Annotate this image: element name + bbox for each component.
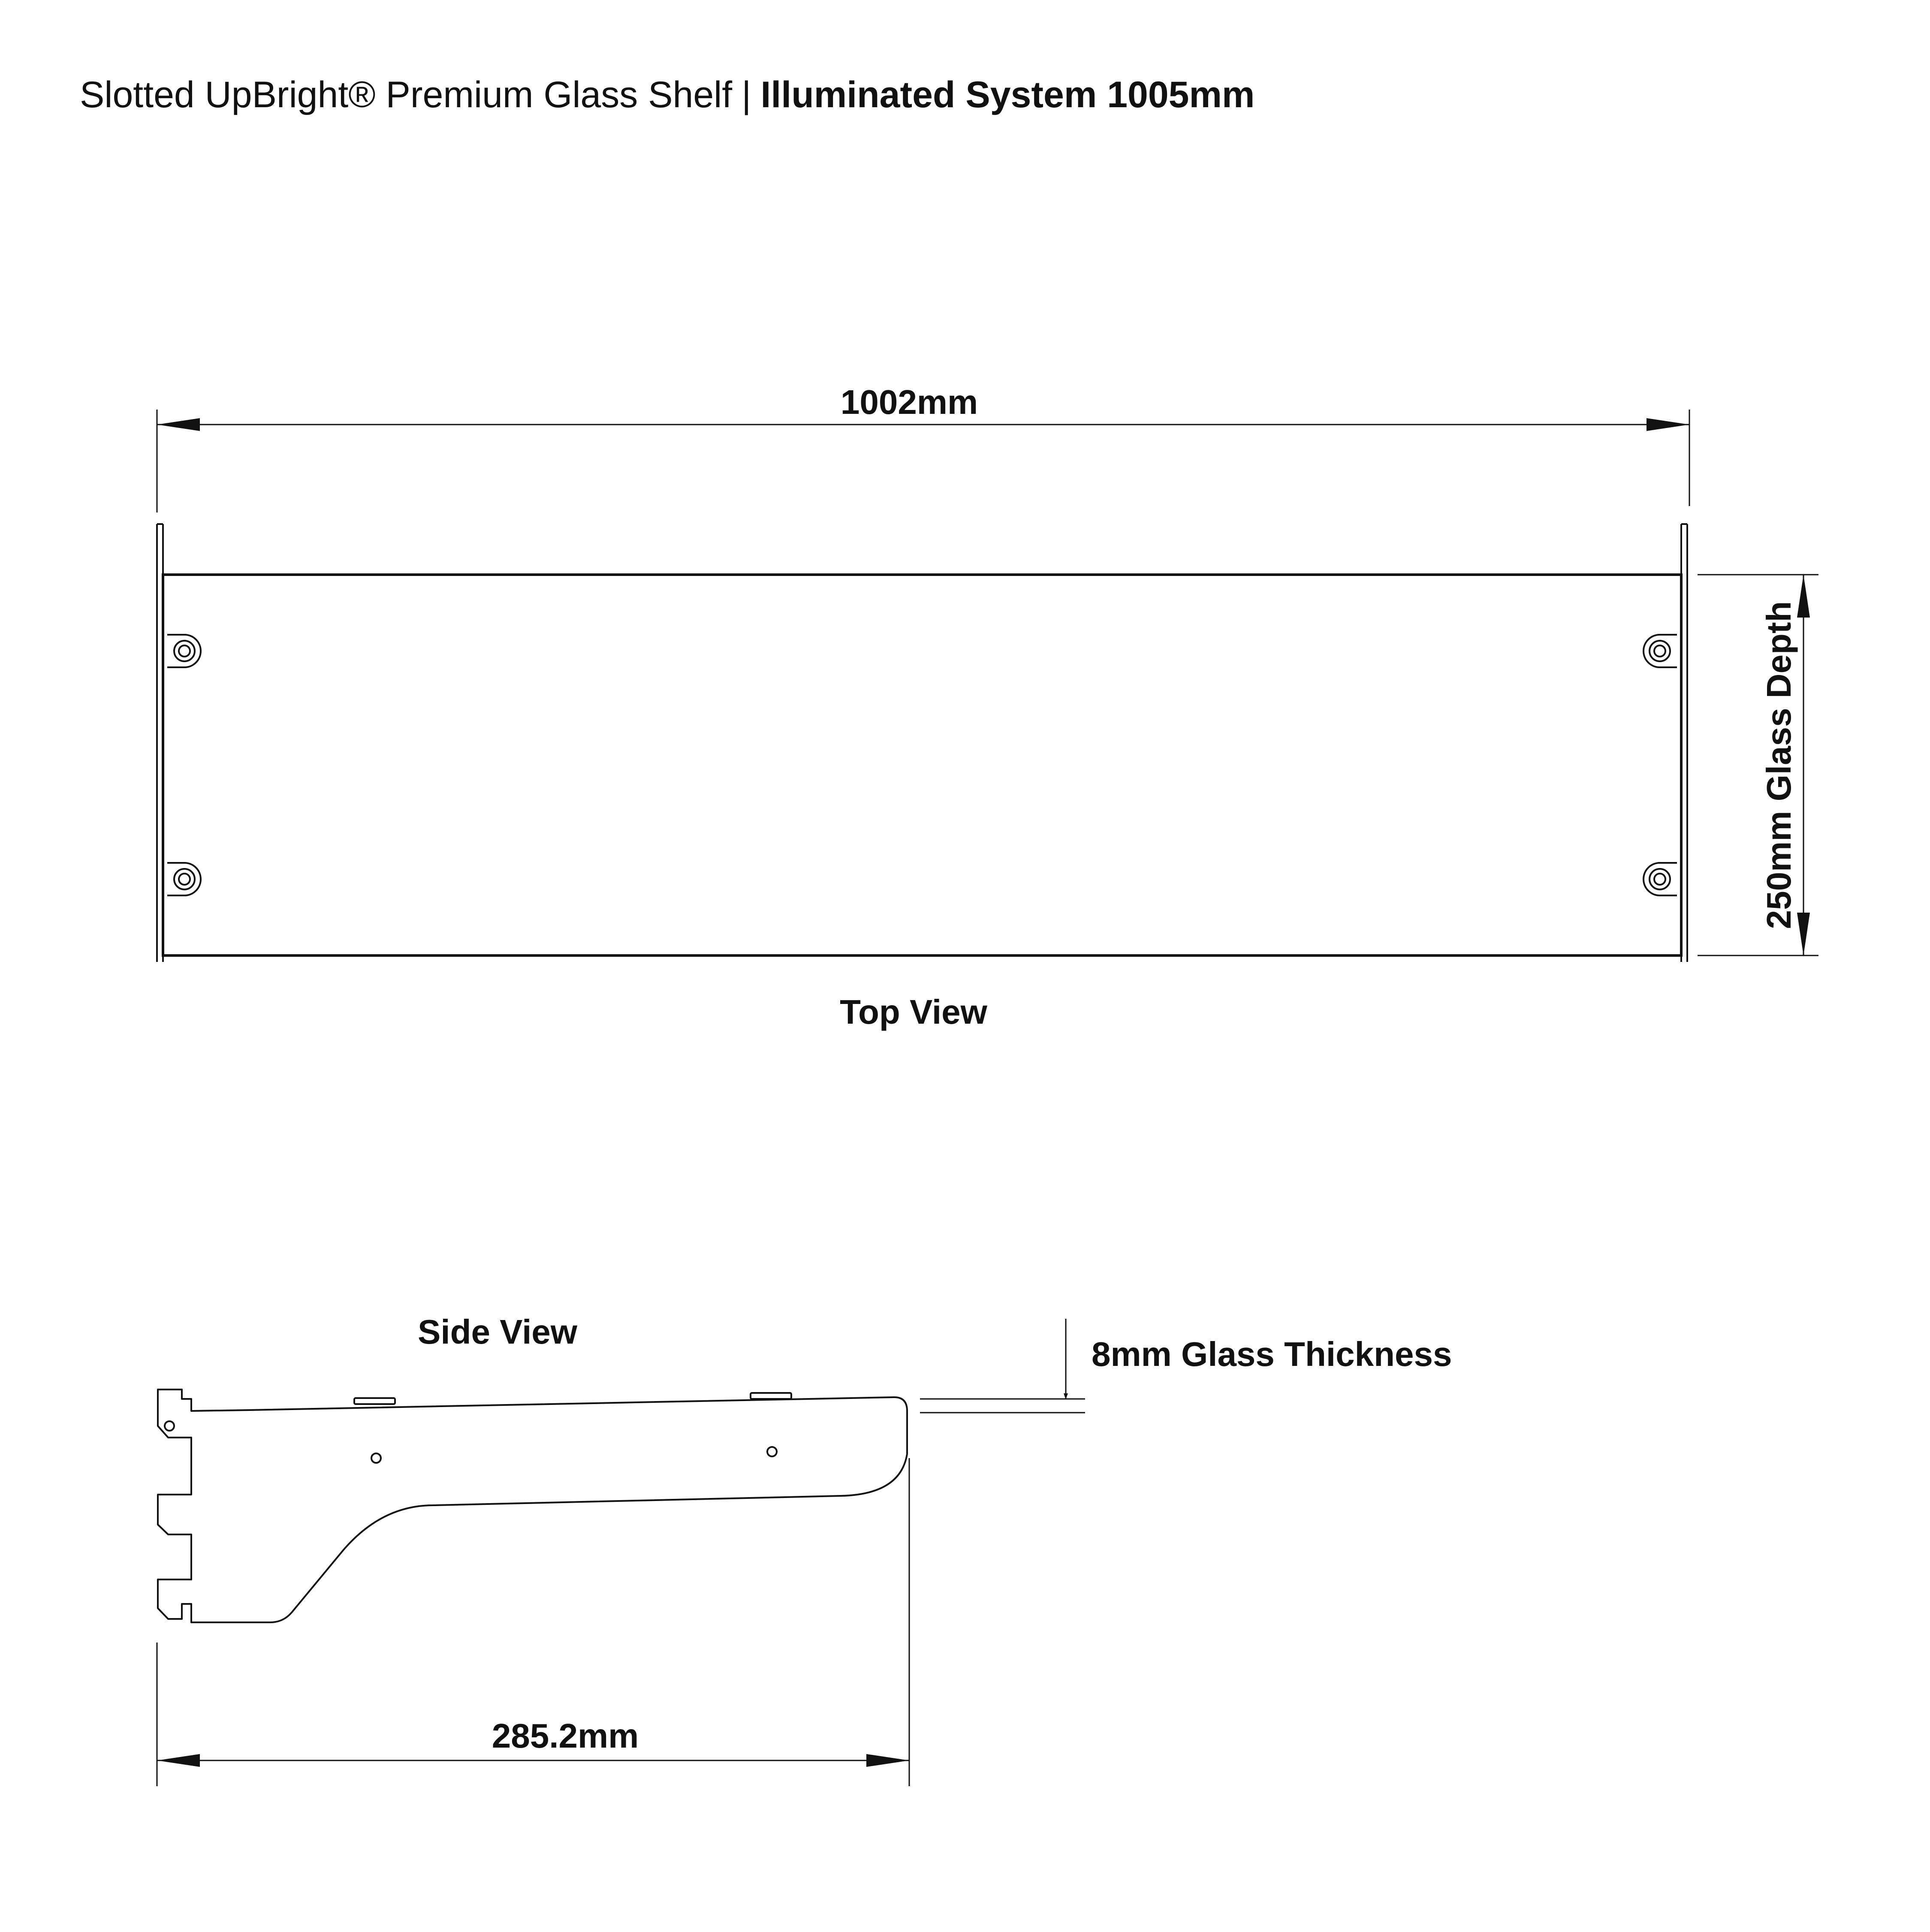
glass-thickness-dimension bbox=[920, 1319, 1085, 1413]
top-view-label: Top View bbox=[840, 993, 987, 1031]
glass-clip-top-left bbox=[167, 635, 201, 667]
title-separator: | bbox=[742, 74, 751, 115]
glass-clip-bottom-left bbox=[167, 863, 201, 895]
width-dimension-label: 1002mm bbox=[840, 383, 978, 421]
bracket-side-profile bbox=[158, 1389, 907, 1622]
glass-clip-bottom-right bbox=[1644, 863, 1677, 895]
page-title bbox=[80, 76, 1254, 113]
title-product: Slotted UpBright® Premium Glass Shelf bbox=[80, 74, 733, 115]
glass-thickness-label: 8mm Glass Thickness bbox=[1092, 1335, 1452, 1373]
width-dimension bbox=[157, 410, 1689, 512]
depth-dimension bbox=[1698, 575, 1818, 955]
bracket-length-label: 285.2mm bbox=[492, 1717, 639, 1755]
glass-panel-outline bbox=[163, 575, 1681, 955]
top-view bbox=[157, 410, 1818, 962]
side-view-label: Side View bbox=[417, 1313, 578, 1351]
glass-clip-top-right bbox=[1644, 635, 1677, 667]
title-system: Illuminated System 1005mm bbox=[760, 74, 1255, 115]
depth-dimension-label: 250mm Glass Depth bbox=[1760, 601, 1798, 929]
